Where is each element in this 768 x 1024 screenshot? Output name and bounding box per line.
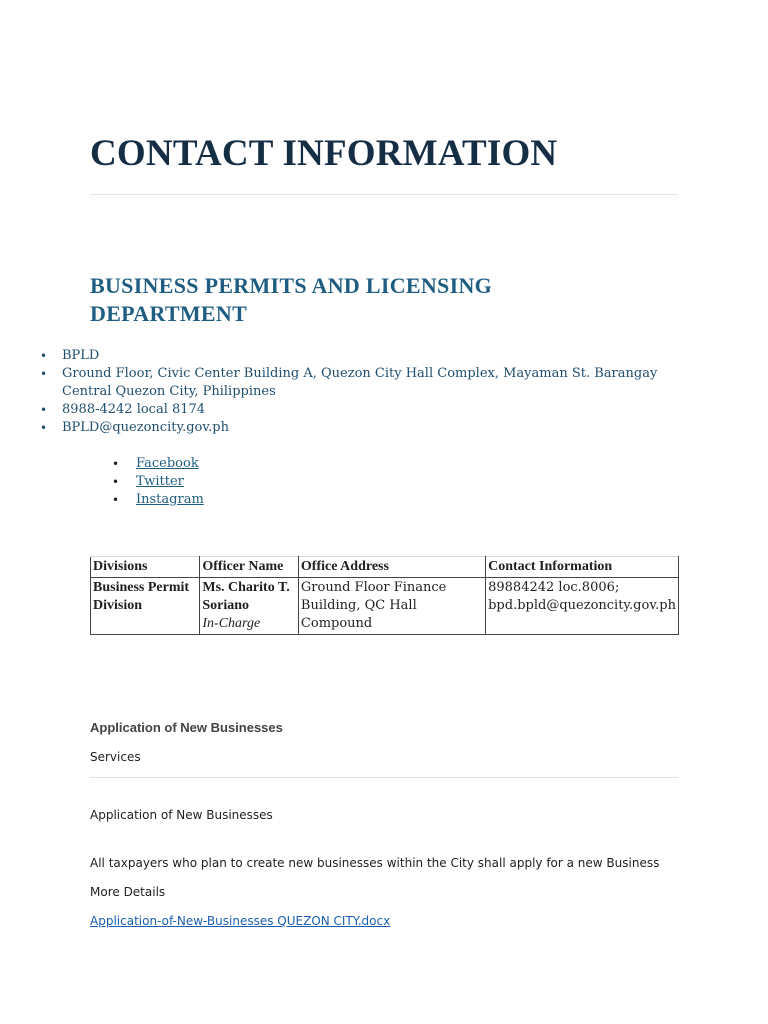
page-title: CONTACT INFORMATION	[90, 133, 558, 174]
table-header-row	[91, 557, 679, 578]
services-label: Services	[90, 750, 141, 764]
service-title: Application of New Businesses	[90, 808, 273, 822]
contact-list	[40, 347, 690, 437]
social-links-list	[112, 455, 204, 509]
header-contact-information: Contact Information	[486, 557, 679, 578]
services-divider	[90, 777, 678, 778]
social-item-facebook	[112, 455, 204, 473]
header-divisions: Divisions	[91, 557, 200, 578]
cell-address: Ground Floor Finance Building, QC Hall Compound	[298, 578, 485, 635]
service-description: All taxpayers who plan to create new businesses within the City shall apply for a new Business	[90, 856, 660, 870]
header-officer-name: Officer Name	[200, 557, 299, 578]
table-row	[91, 578, 679, 635]
social-item-twitter	[112, 473, 204, 491]
services-section-heading: Application of New Businesses	[90, 720, 283, 735]
contact-item-address: • Ground Floor, Civic Center Building A, Quezon City Hall Complex, Mayaman St. Barangay Central Quezon City, Philippines	[40, 365, 690, 401]
cell-division: Business Permit Division	[91, 578, 200, 635]
officer-role: In-Charge	[202, 616, 261, 631]
contact-email: bpd.bpld@quezoncity.gov.ph	[488, 598, 676, 613]
officer-name: Ms. Charito T. Soriano	[202, 580, 290, 613]
division-contact-table	[90, 556, 679, 635]
header-office-address: Office Address	[298, 557, 485, 578]
facebook-link[interactable]: Facebook	[136, 456, 199, 471]
contact-item-email: • BPLD@quezoncity.gov.ph	[40, 419, 690, 437]
cell-contact	[486, 578, 679, 635]
department-heading: BUSINESS PERMITS AND LICENSING DEPARTMENT	[90, 273, 493, 326]
more-details-label: More Details	[90, 885, 166, 899]
document-download-link[interactable]: Application-of-New-Businesses QUEZON CITY.docx	[90, 914, 391, 928]
contact-phone: 89884242 loc.8006;	[488, 580, 620, 595]
contact-item-phone: • 8988-4242 local 8174	[40, 401, 690, 419]
social-item-instagram	[112, 491, 204, 509]
contact-item-name: • BPLD	[40, 347, 690, 365]
title-divider	[90, 194, 678, 195]
instagram-link[interactable]: Instagram	[136, 492, 204, 507]
cell-officer	[200, 578, 299, 635]
twitter-link[interactable]: Twitter	[136, 474, 184, 489]
